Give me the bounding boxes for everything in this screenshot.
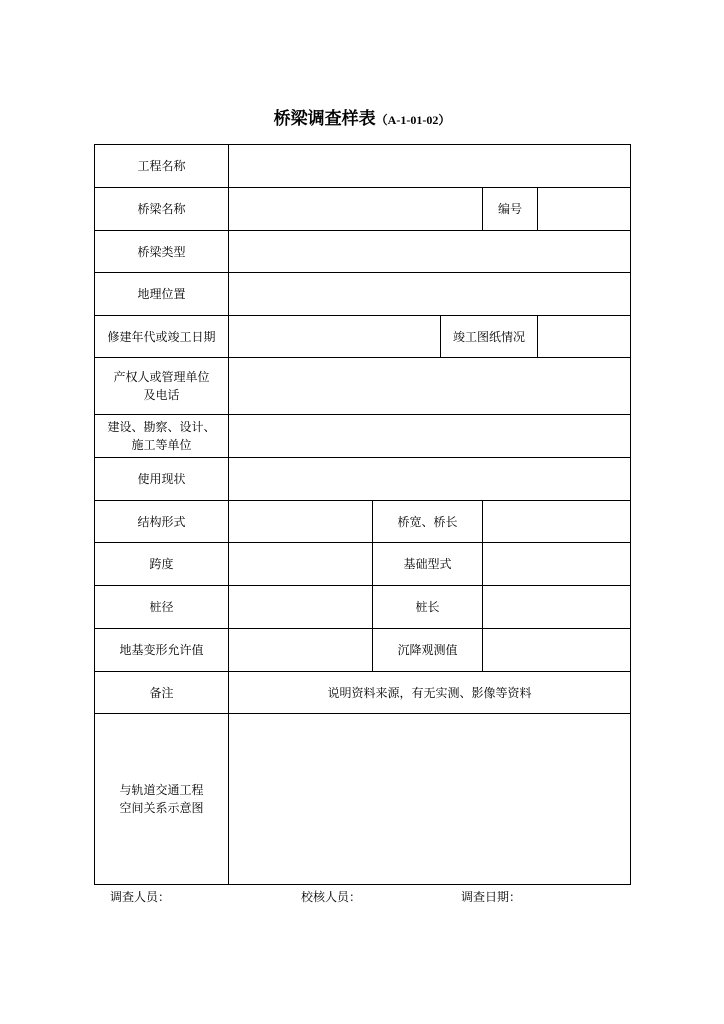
label-number: 编号: [497, 202, 522, 216]
label-builders-line2: 施工等单位: [131, 438, 192, 452]
field-builders[interactable]: [229, 415, 630, 457]
label-span: 跨度: [149, 557, 174, 571]
field-span[interactable]: [229, 543, 372, 585]
remarks-note: 说明资料来源，有无实测、影像等资料: [327, 685, 532, 700]
label-diagram-line1: 与轨道交通工程: [119, 783, 204, 797]
footer-date: 调查日期：: [461, 890, 522, 904]
label-foundation: 基础型式: [403, 557, 452, 571]
field-owner[interactable]: [229, 358, 630, 414]
label-diagram-line2: 空间关系示意图: [119, 801, 204, 815]
footer-investigator: 调查人员：: [110, 890, 171, 904]
label-owner-line2: 及电话: [143, 388, 180, 402]
label-structure: 结构形式: [137, 514, 186, 529]
label-pile-length: 桩长: [415, 600, 440, 614]
field-build-year[interactable]: [229, 316, 440, 357]
field-pile-length[interactable]: [483, 586, 630, 628]
label-project-name: 工程名称: [137, 159, 186, 173]
title-main: 桥梁调查样表: [273, 109, 376, 129]
field-drawing-status[interactable]: [538, 316, 630, 357]
field-structure[interactable]: [229, 501, 372, 542]
field-number[interactable]: [538, 188, 630, 230]
form-code: （A-1-01-02）: [375, 113, 451, 127]
page-title: [0, 104, 724, 129]
field-width-length[interactable]: [483, 501, 630, 542]
label-drawing-status: 竣工图纸情况: [452, 329, 525, 344]
label-status: 使用现状: [137, 472, 186, 486]
label-owner-line1: 产权人或管理单位: [113, 370, 210, 384]
label-bridge-name: 桥梁名称: [137, 202, 186, 216]
field-foundation[interactable]: [483, 543, 630, 585]
label-build-year: 修建年代或竣工日期: [107, 329, 216, 344]
field-location[interactable]: [229, 273, 630, 315]
field-allowable-deformation[interactable]: [229, 629, 372, 671]
field-pile-diameter[interactable]: [229, 586, 372, 628]
label-pile-diameter: 桩径: [149, 600, 174, 614]
label-owner: [95, 358, 228, 414]
label-location: 地理位置: [137, 287, 186, 301]
field-settlement[interactable]: [483, 629, 630, 671]
field-project-name[interactable]: [229, 145, 630, 187]
label-settlement: 沉降观测值: [397, 643, 458, 657]
footer-checker: 校核人员：: [301, 890, 362, 904]
label-allowable-deformation: 地基变形允许值: [119, 643, 204, 657]
field-diagram-area[interactable]: [229, 714, 630, 884]
field-bridge-type[interactable]: [229, 231, 630, 272]
field-bridge-name[interactable]: [229, 188, 482, 230]
label-builders: [95, 415, 228, 457]
label-bridge-type: 桥梁类型: [137, 244, 186, 259]
label-remarks: 备注: [149, 685, 174, 700]
label-diagram: [95, 714, 228, 884]
label-builders-line1: 建设、勘察、设计、: [107, 420, 216, 434]
label-width-length: 桥宽、桥长: [397, 514, 458, 529]
bridge-survey-form: [94, 144, 631, 885]
field-status[interactable]: [229, 458, 630, 500]
